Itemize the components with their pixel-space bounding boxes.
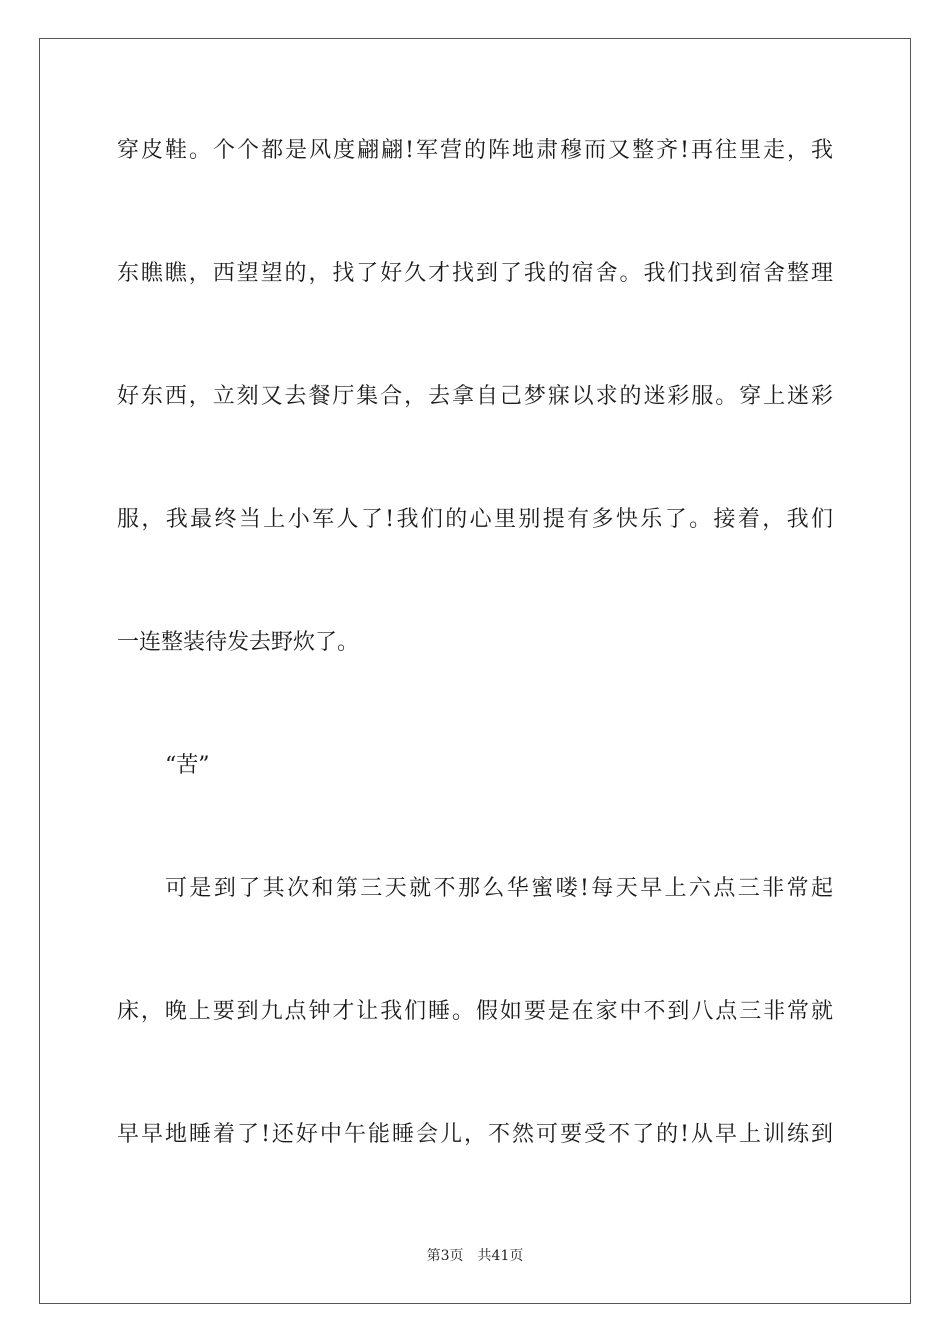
body-line-7: 床，晚上要到九点钟才让我们睡。假如要是在家中不到八点三非常就	[117, 999, 833, 1024]
body-line-3: 好东西，立刻又去餐厅集合，去拿自己梦寐以求的迷彩服。穿上迷彩	[117, 384, 833, 409]
page-footer	[0, 1246, 950, 1266]
page-number: 第3页	[426, 1248, 464, 1264]
body-line-4: 服，我最终当上小军人了!我们的心里别提有多快乐了。接着，我们	[117, 507, 833, 532]
body-line-2: 东瞧瞧，西望望的，找了好久才找到了我的宿舍。我们找到宿舍整理	[117, 261, 833, 286]
body-line-6: 可是到了其次和第三天就不那么华蜜喽!每天早上六点三非常起	[165, 876, 833, 901]
page-total: 共41页	[477, 1248, 524, 1264]
body-line-1: 穿皮鞋。个个都是风度翩翩!军营的阵地肃穆而又整齐!再往里走，我	[117, 138, 833, 163]
page-border	[39, 38, 911, 1304]
body-line-5: 一连整装待发去野炊了。	[117, 630, 360, 655]
section-heading: “苦”	[165, 753, 210, 778]
body-line-8: 早早地睡着了!还好中午能睡会儿，不然可要受不了的!从早上训练到	[117, 1122, 833, 1147]
